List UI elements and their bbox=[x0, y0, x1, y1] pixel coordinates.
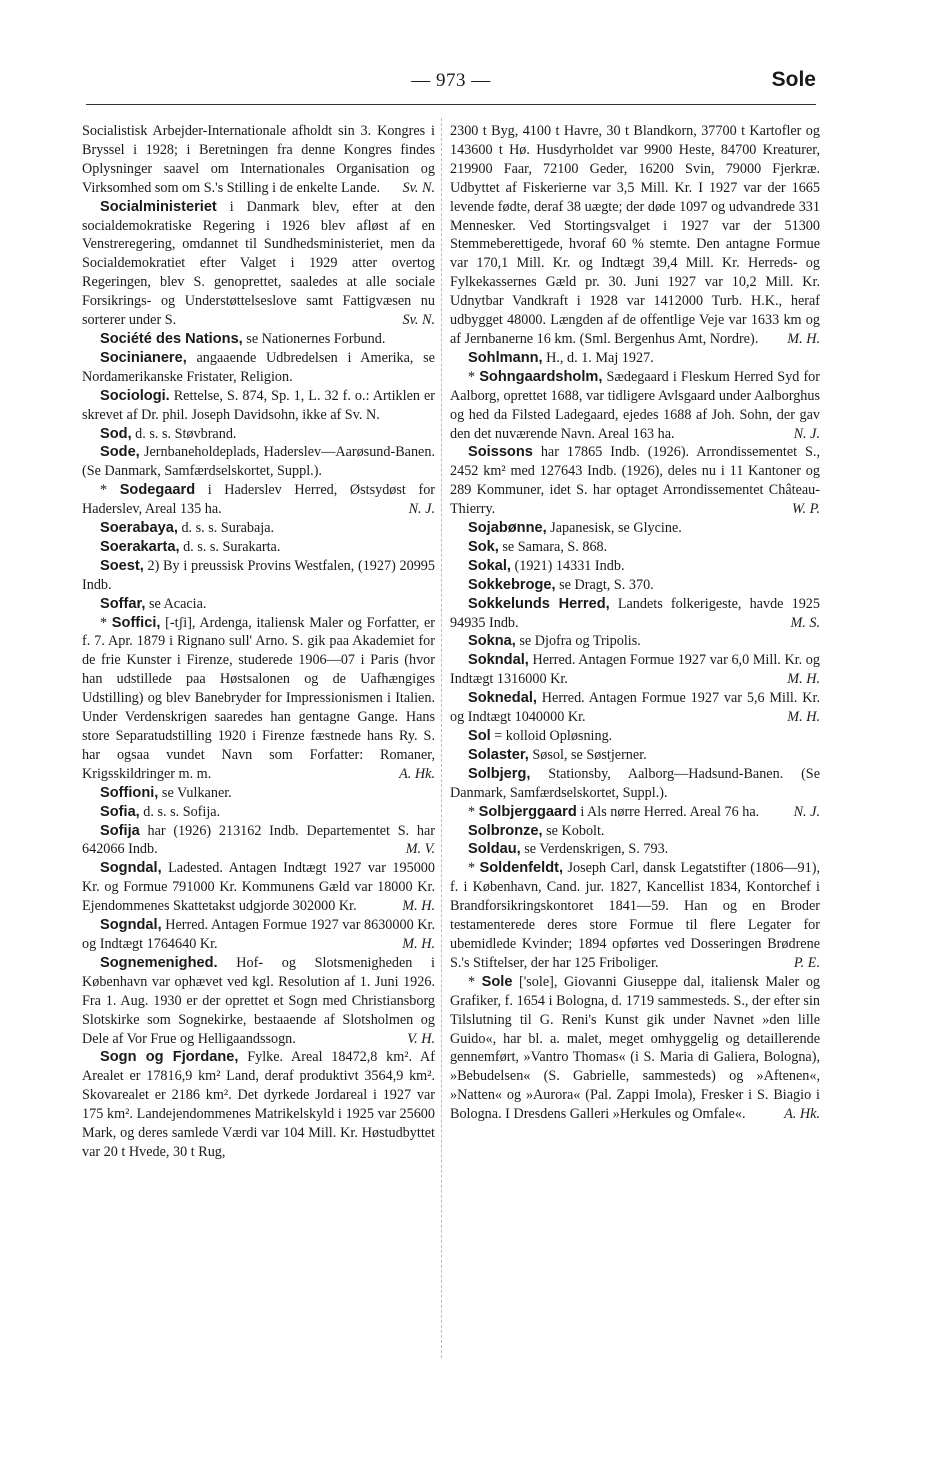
entry-text: se Dragt, S. 370. bbox=[555, 576, 654, 593]
entry-text: Japanesisk, se Glycine. bbox=[546, 520, 682, 537]
entry-headword: Sognemenighed. bbox=[100, 954, 218, 971]
dictionary-entry bbox=[450, 651, 820, 689]
entry-headword: Sode, bbox=[100, 444, 140, 461]
page-header bbox=[86, 66, 816, 104]
author-signature: N. J. bbox=[793, 803, 820, 820]
entry-text: Stationsby, Aalborg—Hadsund-Banen. (Se Danmark, Samfærdselskortet, Suppl.). bbox=[450, 765, 820, 801]
asterisk-mark: * bbox=[468, 973, 482, 990]
entry-headword: Sogndal, bbox=[100, 917, 162, 934]
entry-headword: Sokkelunds Herred, bbox=[468, 595, 610, 612]
dictionary-entry bbox=[450, 859, 820, 972]
entry-text: har 17865 Indb. (1926). Arrondissementet S., 2452 km² med 127643 Indb. (1926), deles nu i 11 Kantoner og 289 Kommuner, idet S. har optaget Arrondissementet Château-Thierry. bbox=[450, 444, 820, 518]
entry-headword: Soknedal, bbox=[468, 690, 537, 707]
dictionary-entry bbox=[82, 519, 435, 538]
entry-headword: Soldau, bbox=[468, 841, 521, 858]
dictionary-entry bbox=[82, 595, 435, 614]
entry-text: Landets folkerigeste, havde 1925 94935 Indb. bbox=[450, 595, 820, 631]
entry-headword: Sojabønne, bbox=[468, 520, 547, 537]
author-signature: Sv. N. bbox=[402, 312, 435, 329]
entry-headword: Soest, bbox=[100, 557, 144, 574]
dictionary-entry bbox=[82, 425, 435, 444]
author-signature: M. H. bbox=[787, 709, 820, 726]
entry-headword: Soissons bbox=[468, 444, 533, 461]
entry-headword: Solaster, bbox=[468, 746, 529, 763]
entry-headword: Sohlmann, bbox=[468, 349, 543, 366]
entry-headword: Socialministeriet bbox=[100, 198, 217, 215]
entry-text: Hof- og Slotsmenigheden i København var ophævet ved kgl. Resolution af 1. Juni 1926. Fra 1. Aug. 1930 er der oprettet et Sogn med Christiansborg Slotskirke som Sognekirke, bestaaende af Slotsholmen og Dele af Vor Frue og Helligaandssogn. bbox=[82, 954, 435, 1047]
entry-text: i Haderslev Herred, Østsydøst for Haderslev, Areal 135 ha. bbox=[82, 482, 436, 518]
entry-text: H., d. 1. Maj 1927. bbox=[542, 349, 654, 366]
entry-headword: Sok, bbox=[468, 538, 499, 555]
entry-headword: Soerabaya, bbox=[100, 520, 178, 537]
entry-headword: Solbronze, bbox=[468, 822, 543, 839]
dictionary-entry bbox=[82, 387, 435, 425]
dictionary-entry bbox=[82, 803, 435, 822]
dictionary-entry bbox=[450, 538, 820, 557]
author-signature: M. S. bbox=[790, 614, 820, 631]
dictionary-entry bbox=[82, 954, 435, 1049]
asterisk-mark: * bbox=[468, 368, 480, 385]
entry-text: se Kobolt. bbox=[542, 822, 605, 839]
dictionary-entry bbox=[450, 822, 820, 841]
dictionary-entry bbox=[450, 840, 820, 859]
entry-headword: Sogn og Fjordane, bbox=[100, 1049, 239, 1066]
entry-headword: Sokal, bbox=[468, 557, 511, 574]
dictionary-entry bbox=[82, 916, 435, 954]
dictionary-entry bbox=[450, 349, 820, 368]
left-column bbox=[82, 122, 435, 1162]
dictionary-entry bbox=[450, 122, 820, 349]
dictionary-entry bbox=[82, 349, 435, 387]
entry-text: 2) By i preussisk Provins Westfalen, (1927) 20995 Indb. bbox=[82, 557, 435, 593]
author-signature: Sv. N. bbox=[402, 179, 435, 196]
entry-text: Joseph Carl, dansk Legatstifter (1806—91), f. i København, Cand. jur. 1827, Kancellist 1834, Kontorchef i Brandforsikringskontoret 1841—59. Han og en Broder testamenterede deres store Formue til flere Legater for ubemidlede Kvinder; 1894 opførtes ved Dosseringen Brødrene S.'s Stiftelser, der har 125 Friboliger. bbox=[450, 860, 821, 971]
entry-headword: Sole bbox=[481, 973, 513, 990]
dictionary-entry bbox=[450, 746, 820, 765]
entry-text: 2300 t Byg, 4100 t Havre, 30 t Blandkorn, 37700 t Kartofler og 143600 t Hø. Husdyrholdet var 9900 Heste, 84700 Kreaturer, 219900 Faar, 72100 Geder, 16200 Svin, 79000 Fjerkræ. Udbyttet af Fiskerierne var 3,5 Mill. Kr. I 1927 var der 1665 levende fødte, deraf 38 uægte; der døde 1097 og udvandrede 331 Mennesker. Ved Stortingsvalget i 1927 var der 51300 Stemmeberettigede, hvoraf 60 % stemte. Den antagne Formue var 170,1 Mill. Kr. og Indtægt 39,4 Mill. Kr. Herreds- og Fylkekassernes Gæld pr. 30. Juni 1927 var 10,2 Mill. Kr. Udnytbar Vandkraft i 1928 var 1412000 Turb. H.K., heraf udbygget 48000. Længden af de offentlige Veje var 1633 km og af Jernbanerne 16 km. (Sml. Bergenhus Amt, Nordre). bbox=[450, 123, 820, 347]
dictionary-entry bbox=[82, 557, 435, 595]
entry-text: (1921) 14331 Indb. bbox=[511, 557, 625, 574]
author-signature: M. H. bbox=[402, 898, 435, 915]
entry-text: d. s. s. Sofija. bbox=[139, 803, 221, 820]
running-head: Sole bbox=[771, 68, 816, 91]
dictionary-entry bbox=[450, 727, 820, 746]
dictionary-entry bbox=[82, 859, 435, 916]
entry-text: Ladested. Antagen Indtægt 1927 var 195000 Kr. og Formue 791000 Kr. Kommunens Gæld var 18000 Kr. Ejendommenes Skattetakst udgjorde 302000 Kr. bbox=[82, 860, 435, 915]
entry-text: se Samara, S. 868. bbox=[498, 538, 608, 555]
entry-text: d. s. s. Surakarta. bbox=[179, 538, 281, 555]
entry-headword: Soffici, bbox=[111, 614, 161, 631]
asterisk-mark: * bbox=[468, 860, 480, 877]
author-signature: A. Hk. bbox=[784, 1106, 820, 1123]
author-signature: M. V. bbox=[405, 841, 435, 858]
dictionary-entry bbox=[450, 803, 820, 822]
asterisk-mark: * bbox=[468, 803, 479, 820]
header-rule bbox=[86, 104, 816, 105]
entry-headword: Soffar, bbox=[100, 595, 146, 612]
entry-headword: Soldenfeldt, bbox=[479, 860, 564, 877]
author-signature: W. P. bbox=[792, 501, 820, 518]
author-signature: A. Hk. bbox=[399, 765, 435, 782]
dictionary-entry bbox=[82, 330, 435, 349]
entry-text: se Verdenskrigen, S. 793. bbox=[520, 841, 669, 858]
entry-headword: Socinianere, bbox=[100, 349, 187, 366]
asterisk-mark: * bbox=[100, 482, 120, 499]
entry-text: = kolloid Opløsning. bbox=[490, 728, 613, 744]
author-signature: V. H. bbox=[407, 1030, 435, 1047]
dictionary-entry bbox=[450, 632, 820, 651]
author-signature: P. E. bbox=[793, 954, 820, 971]
entry-text: Herred. Antagen Formue 1927 var 6,0 Mill. Kr. og Indtægt 1316000 Kr. bbox=[450, 652, 820, 688]
dictionary-entry bbox=[450, 519, 820, 538]
entry-headword: Sohngaardsholm, bbox=[479, 368, 603, 385]
entry-headword: Solbjerg, bbox=[468, 765, 531, 782]
entry-text: i Danmark blev, efter at den socialdemokratiske Regering i 1926 blev afløst af en Venstreregering, omdannet til Sundhedsministeriet, men da Socialdemokratiet efter Valget i 1929 atter overtog Regeringen, blev S. genoprettet, saaledes at alle sociale Forsikrings- og Understøttelseslove samt Fattigvæsen nu sorterer under S. bbox=[82, 198, 435, 329]
entry-text: se Nationernes Forbund. bbox=[242, 330, 386, 347]
dictionary-entry bbox=[82, 443, 435, 481]
entry-text: angaaende Udbredelsen i Amerika, se Nordamerikanske Fristater, Religion. bbox=[82, 349, 435, 385]
entry-headword: Sokndal, bbox=[468, 652, 529, 669]
dictionary-entry bbox=[82, 538, 435, 557]
dictionary-entry bbox=[82, 122, 435, 198]
entry-text: d. s. s. Surabaja. bbox=[177, 520, 275, 537]
entry-headword: Solbjerggaard bbox=[478, 803, 577, 820]
entry-headword: Sogndal, bbox=[100, 860, 162, 877]
dictionary-entry bbox=[450, 973, 820, 1124]
author-signature: N. J. bbox=[793, 425, 820, 442]
asterisk-mark: * bbox=[100, 614, 112, 631]
dictionary-entry bbox=[82, 198, 435, 330]
entry-text: se Acacia. bbox=[145, 595, 207, 612]
entry-text: Jernbaneholdeplads, Haderslev—Aarøsund-Banen. (Se Danmark, Samfærdselskortet, Suppl.). bbox=[82, 444, 435, 480]
entry-headword: Société des Nations, bbox=[100, 330, 243, 347]
entry-headword: Sod, bbox=[100, 425, 132, 442]
dictionary-entry bbox=[82, 1048, 435, 1161]
entry-headword: Sodegaard bbox=[119, 482, 196, 499]
author-signature: N. J. bbox=[408, 501, 435, 518]
entry-text: Herred. Antagen Formue 1927 var 8630000 Kr. og Indtægt 1764640 Kr. bbox=[82, 917, 435, 952]
entry-text: Fylke. Areal 18472,8 km². Af Arealet er 17816,9 km² Land, deraf produktivt 3564,9 km². Skovarealet er 2186 km². Det dyrkede Jordareal i 1927 var 175 km². Landejendommenes Matrikelskyld i 1925 var 25600 Mark, og deres samlede Værdi var 104 Mill. Kr. Høstudbyttet var 20 t Hvede, 30 t Rug, bbox=[82, 1049, 435, 1160]
entry-text: d. s. s. Støvbrand. bbox=[131, 425, 237, 442]
entry-text: Sædegaard i Fleskum Herred Syd for Aalborg, oprettet 1688, var tidligere Avlsgaard under Aalborghus og hed da Filsted Ladegaard, ejedes 1688 af Joh. Sohn, der gav den det nuværende Navn. Areal 163 ha. bbox=[450, 368, 821, 442]
column-divider bbox=[441, 118, 442, 1358]
dictionary-entry bbox=[450, 443, 820, 519]
dictionary-entry bbox=[450, 595, 820, 633]
dictionary-entry bbox=[450, 576, 820, 595]
dictionary-entry bbox=[82, 614, 435, 784]
dictionary-entry bbox=[450, 765, 820, 803]
dictionary-entry bbox=[450, 368, 820, 444]
dictionary-entry bbox=[82, 481, 435, 519]
entry-text: i Als nørre Herred. Areal 76 ha. bbox=[576, 803, 760, 820]
dictionary-entry bbox=[450, 689, 820, 727]
entry-headword: Sokna, bbox=[468, 633, 516, 650]
entry-text: [-tʃi], Ardenga, italiensk Maler og Forfatter, er f. 7. Apr. 1879 i Rignano sull' Arno. S. gik paa Akademiet for de frie Kunster i Firenze, studerede 1906—07 i Paris (hvor han udstillede paa Høstsalonen og de Uafhængiges Udstilling) og blev Banebryder for Impressionismen i Italien. Under Verdenskrigen saaredes han gentagne Gange. Hans store Separatudstilling 1920 i Firenze fæstnede hans Ry. S. har ogsaa vundet Navn som Forfatter: Romaner, Krigsskildringer m. m. bbox=[82, 614, 435, 782]
author-signature: M. H. bbox=[787, 671, 820, 688]
author-signature: M. H. bbox=[402, 935, 435, 952]
entry-text: se Djofra og Tripolis. bbox=[515, 633, 641, 650]
entry-headword: Sol bbox=[468, 728, 491, 744]
entry-text: Rettelse, S. 874, Sp. 1, L. 32 f. o.: Artiklen er skrevet af Dr. phil. Joseph Davidsohn, ikke af Sv. N. bbox=[82, 387, 435, 423]
dictionary-entry bbox=[450, 557, 820, 576]
author-signature: M. H. bbox=[787, 330, 820, 347]
dictionary-entry bbox=[82, 784, 435, 803]
entry-headword: Soffioni, bbox=[100, 784, 159, 801]
entry-headword: Soerakarta, bbox=[100, 538, 180, 555]
entry-text: har (1926) 213162 Indb. Departementet S. har 642066 Indb. bbox=[82, 822, 435, 858]
page-number: — 973 — bbox=[411, 70, 491, 91]
entry-text: Herred. Antagen Formue 1927 var 5,6 Mill. Kr. og Indtægt 1040000 Kr. bbox=[450, 690, 820, 726]
entry-text: se Vulkaner. bbox=[158, 784, 232, 801]
entry-text: Søsol, se Søstjerner. bbox=[528, 746, 647, 763]
right-column bbox=[450, 122, 820, 1124]
entry-headword: Sofija bbox=[100, 822, 140, 839]
entry-headword: Sokkebroge, bbox=[468, 576, 556, 593]
entry-headword: Sociologi. bbox=[100, 387, 170, 404]
dictionary-entry bbox=[82, 822, 435, 860]
entry-text: ['sole], Giovanni Giuseppe dal, italiensk Maler og Grafiker, f. 1654 i Bologna, d. 1719 sammesteds. S., der efter sin Tilslutning til G. Reni's Kunst gik under Navnet »den lille Guido«, har bl. a. malet, meget omhyggelig og detaillerende gennemført, »Vantro Thomas« (i S. Maria di Galiera, Bologna), »Bebudelsen« (S. Gabrielle, sammesteds) og »Aftenen«, »Natten« og »Aurora« (Pal. Zappi Imola), Fresker i S. Biagio i Bologna. I Dresdens Galleri »Herkules og Omfale«. bbox=[450, 973, 821, 1123]
entry-headword: Sofia, bbox=[100, 803, 140, 820]
entry-text: Socialistisk Arbejder-Internationale afholdt sin 3. Kongres i Bryssel i 1928; i Beretningen fra denne Kongres findes Oplysninger saavel om Internationales Organisation og Virksomhed som om S.'s Stilling i de enkelte Lande. bbox=[82, 123, 435, 196]
